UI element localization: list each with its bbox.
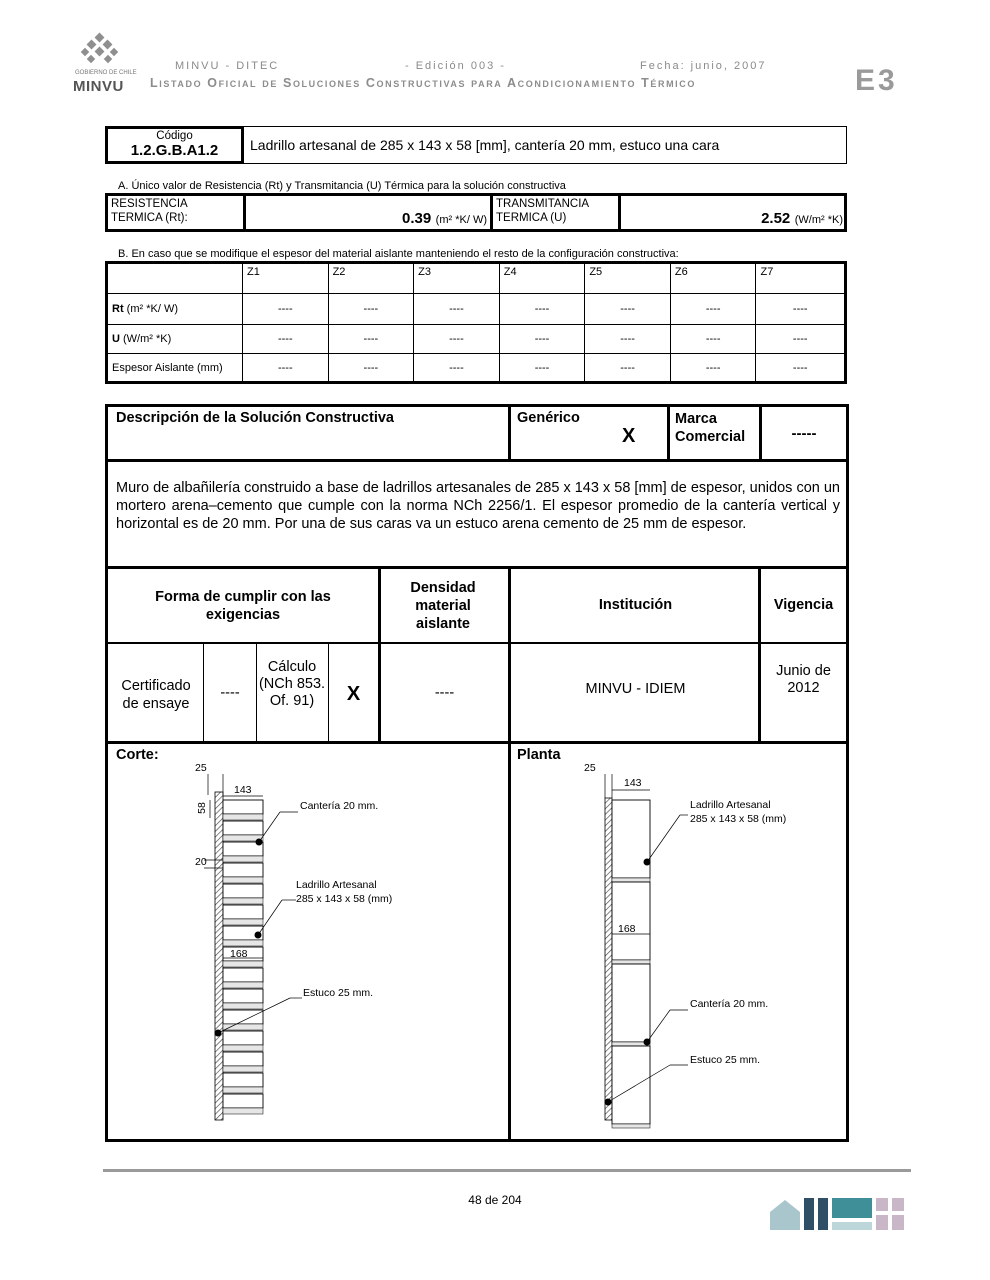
zone-header: Z1 bbox=[243, 263, 329, 294]
validity-value: Junio de 2012 bbox=[776, 663, 831, 696]
planta-mortar-joint bbox=[612, 878, 650, 882]
corte-dim-143: 143 bbox=[234, 784, 252, 796]
zone-header: Z5 bbox=[585, 263, 671, 294]
logo-text: MINVU bbox=[73, 78, 124, 95]
planta-dim-143: 143 bbox=[624, 777, 642, 789]
brick bbox=[223, 1052, 263, 1066]
u-unit: (W/m² *K) bbox=[794, 214, 843, 226]
table-cell: ---- bbox=[243, 294, 329, 325]
corte-label-ladrillo-2: 285 x 143 x 58 (mm) bbox=[296, 893, 393, 905]
section-b-table bbox=[105, 261, 847, 384]
table-row bbox=[107, 325, 846, 354]
brick bbox=[223, 1073, 263, 1087]
divider bbox=[508, 407, 511, 460]
brick bbox=[223, 884, 263, 898]
generico-mark: X bbox=[622, 425, 636, 447]
description-text: Muro de albañilería construido a base de ladrillos artesanales de 285 x 143 x 58 [mm] de espesor, unidos con un mortero arena–cemento que cumple con la norma NCh 2256/1. El espesor promedio de la cantería vertical y horizontal es de 20 mm. Por una de sus caras va un estuco arena cemento de 25 mm de espesor. bbox=[116, 480, 840, 532]
table-cell: ---- bbox=[585, 294, 671, 325]
header-edition: - Edición 003 - bbox=[405, 60, 506, 72]
empty-cell bbox=[107, 263, 243, 294]
corte-label-estuco: Estuco 25 mm. bbox=[303, 987, 374, 999]
section-a-box bbox=[105, 193, 847, 232]
table-cell: ---- bbox=[328, 354, 414, 383]
corte-dim-25: 25 bbox=[195, 762, 207, 774]
planta-title: Planta bbox=[517, 747, 561, 763]
table-cell: ---- bbox=[756, 354, 846, 383]
mortar-joint bbox=[223, 877, 263, 883]
rt-label-line2: TERMICA (Rt): bbox=[111, 212, 188, 224]
table-cell: ---- bbox=[670, 354, 756, 383]
table-cell: ---- bbox=[585, 325, 671, 354]
calc-value: X bbox=[346, 683, 361, 705]
u-label-line2: TERMICA (U) bbox=[496, 212, 567, 224]
code-box bbox=[105, 126, 244, 164]
header-meta bbox=[175, 60, 775, 72]
brick bbox=[223, 863, 263, 877]
section-a-caption: A. Único valor de Resistencia (Rt) y Transmitancia (U) Térmica para la solución constructiva bbox=[118, 180, 566, 192]
generico-label: Genérico bbox=[517, 410, 580, 426]
table-cell: ---- bbox=[756, 294, 846, 325]
compliance-header-densidad: Densidad material aislante bbox=[410, 580, 476, 632]
divider bbox=[108, 459, 846, 462]
code-label: Código bbox=[156, 130, 193, 142]
table-cell: ---- bbox=[414, 325, 500, 354]
code-description: Ladrillo artesanal de 285 x 143 x 58 [mm], cantería 20 mm, estuco una cara bbox=[250, 137, 720, 153]
section-b-caption: B. En caso que se modifique el espesor del material aislante manteniendo el resto de la configuración constructiva: bbox=[118, 248, 679, 260]
planta-brick bbox=[612, 800, 650, 878]
zone-header-row bbox=[107, 263, 846, 294]
brick bbox=[223, 989, 263, 1003]
divider bbox=[508, 567, 511, 743]
corte-dim-20: 20 bbox=[195, 856, 207, 868]
brick bbox=[223, 905, 263, 919]
corte-drawing bbox=[190, 760, 430, 1130]
u-value: 2.52 bbox=[761, 210, 791, 227]
zone-header: Z4 bbox=[499, 263, 585, 294]
section-code: E3 bbox=[855, 64, 898, 97]
mortar-joint bbox=[223, 898, 263, 904]
cert-value: ---- bbox=[220, 685, 240, 701]
code-value: 1.2.G.B.A1.2 bbox=[130, 142, 219, 159]
rt-value: 0.39 bbox=[402, 210, 432, 227]
row-label-bold: U bbox=[112, 333, 120, 345]
corte-label-ladrillo-1: Ladrillo Artesanal bbox=[296, 879, 377, 891]
mortar-joint bbox=[223, 1045, 263, 1051]
compliance-header-institucion: Institución bbox=[598, 597, 673, 613]
table-cell: ---- bbox=[414, 354, 500, 383]
mortar-joint bbox=[223, 814, 263, 820]
mortar-joint bbox=[223, 940, 263, 946]
corte-dim-168: 168 bbox=[230, 948, 248, 960]
mortar-joint bbox=[223, 1108, 263, 1114]
u-label-line1: TRANSMITANCIA bbox=[496, 198, 590, 210]
row-label-rest: (W/m² *K) bbox=[119, 333, 172, 345]
divider bbox=[108, 741, 846, 744]
table-row bbox=[107, 354, 846, 383]
rt-unit: (m² *K/ W) bbox=[435, 214, 487, 226]
divider bbox=[508, 743, 511, 1139]
u-label bbox=[496, 197, 589, 225]
footer-rule bbox=[103, 1169, 911, 1172]
table-cell: ---- bbox=[670, 294, 756, 325]
planta-dim-168: 168 bbox=[618, 923, 636, 935]
header-title: Listado Oficial de Soluciones Constructivas para Acondicionamiento Térmico bbox=[150, 76, 696, 90]
compliance-header-forma: Forma de cumplir con las exigencias bbox=[155, 589, 331, 623]
planta-label-canteria: Cantería 20 mm. bbox=[690, 998, 769, 1010]
divider bbox=[108, 566, 846, 569]
header-date: Fecha: junio, 2007 bbox=[640, 60, 767, 72]
footer-logo bbox=[770, 1196, 910, 1230]
planta-dim-25: 25 bbox=[584, 762, 596, 774]
divider bbox=[256, 643, 257, 743]
divider bbox=[490, 193, 493, 232]
cert-label: Certificado de ensaye bbox=[121, 678, 191, 712]
brick bbox=[223, 1010, 263, 1024]
row-label-rest: Espesor Aislante (mm) bbox=[112, 361, 223, 374]
rt-label-line1: RESISTENCIA bbox=[111, 198, 188, 210]
planta-estuco bbox=[605, 798, 612, 1120]
mortar-joint bbox=[223, 856, 263, 862]
marca-value: ----- bbox=[791, 425, 817, 442]
row-label-rest: (m² *K/ W) bbox=[123, 303, 178, 315]
page-number: 48 de 204 bbox=[468, 1193, 522, 1207]
planta-label-estuco: Estuco 25 mm. bbox=[690, 1054, 761, 1066]
institution-value: MINVU - IDIEM bbox=[585, 681, 686, 697]
planta-bricks bbox=[612, 800, 650, 1128]
table-cell: ---- bbox=[243, 354, 329, 383]
table-cell: ---- bbox=[499, 354, 585, 383]
marca-label-line2: Comercial bbox=[675, 429, 746, 445]
zone-header: Z6 bbox=[670, 263, 756, 294]
zone-header: Z3 bbox=[414, 263, 500, 294]
minvu-logo bbox=[78, 32, 124, 72]
mortar-joint bbox=[223, 961, 263, 967]
rt-label bbox=[111, 197, 188, 225]
divider bbox=[758, 567, 761, 743]
table-cell: ---- bbox=[328, 294, 414, 325]
code-description-box bbox=[243, 126, 847, 164]
planta-brick bbox=[612, 1046, 650, 1124]
corte-dim-58: 58 bbox=[195, 802, 208, 814]
table-cell: ---- bbox=[585, 354, 671, 383]
mortar-joint bbox=[223, 1024, 263, 1030]
row-label bbox=[107, 354, 243, 383]
planta-brick bbox=[612, 882, 650, 960]
brick bbox=[223, 800, 263, 814]
header-org: MINVU - DITEC bbox=[175, 60, 280, 72]
table-cell: ---- bbox=[328, 325, 414, 354]
divider bbox=[667, 407, 670, 460]
mortar-joint bbox=[223, 1087, 263, 1093]
marca-label bbox=[675, 410, 745, 446]
mortar-joint bbox=[223, 1066, 263, 1072]
rt-value-cell bbox=[246, 210, 487, 228]
table-cell: ---- bbox=[499, 325, 585, 354]
planta-label-ladrillo-2: 285 x 143 x 58 (mm) bbox=[690, 813, 787, 825]
table-cell: ---- bbox=[756, 325, 846, 354]
mortar-joint bbox=[223, 1003, 263, 1009]
brick bbox=[223, 821, 263, 835]
description-title: Descripción de la Solución Constructiva bbox=[116, 410, 394, 426]
calc-label: Cálculo (NCh 853. Of. 91) bbox=[258, 659, 326, 709]
planta-brick bbox=[612, 964, 650, 1042]
brick bbox=[223, 968, 263, 982]
row-label bbox=[107, 325, 243, 354]
corte-label-canteria: Cantería 20 mm. bbox=[300, 800, 379, 812]
zone-header: Z7 bbox=[756, 263, 846, 294]
marca-label-line1: Marca bbox=[675, 411, 717, 427]
planta-mortar-joint bbox=[612, 1124, 650, 1128]
zone-header: Z2 bbox=[328, 263, 414, 294]
planta-label-ladrillo-1: Ladrillo Artesanal bbox=[690, 799, 771, 811]
estuco-layer bbox=[215, 792, 223, 1120]
compliance-header-vigencia: Vigencia bbox=[773, 597, 834, 613]
row-label-bold: Rt bbox=[112, 303, 124, 315]
table-cell: ---- bbox=[414, 294, 500, 325]
row-label bbox=[107, 294, 243, 325]
u-value-cell bbox=[621, 210, 843, 228]
table-cell: ---- bbox=[670, 325, 756, 354]
planta-drawing bbox=[580, 760, 830, 1130]
divider bbox=[378, 567, 381, 743]
table-row bbox=[107, 294, 846, 325]
logo-subtext: GOBIERNO DE CHILE bbox=[75, 70, 137, 76]
density-value: ---- bbox=[434, 685, 455, 701]
table-cell: ---- bbox=[499, 294, 585, 325]
brick bbox=[223, 1031, 263, 1045]
divider bbox=[108, 642, 846, 644]
corte-title: Corte: bbox=[116, 747, 159, 763]
planta-mortar-joint bbox=[612, 960, 650, 964]
brick bbox=[223, 1094, 263, 1108]
mortar-joint bbox=[223, 982, 263, 988]
mortar-joint bbox=[223, 919, 263, 925]
table-cell: ---- bbox=[243, 325, 329, 354]
